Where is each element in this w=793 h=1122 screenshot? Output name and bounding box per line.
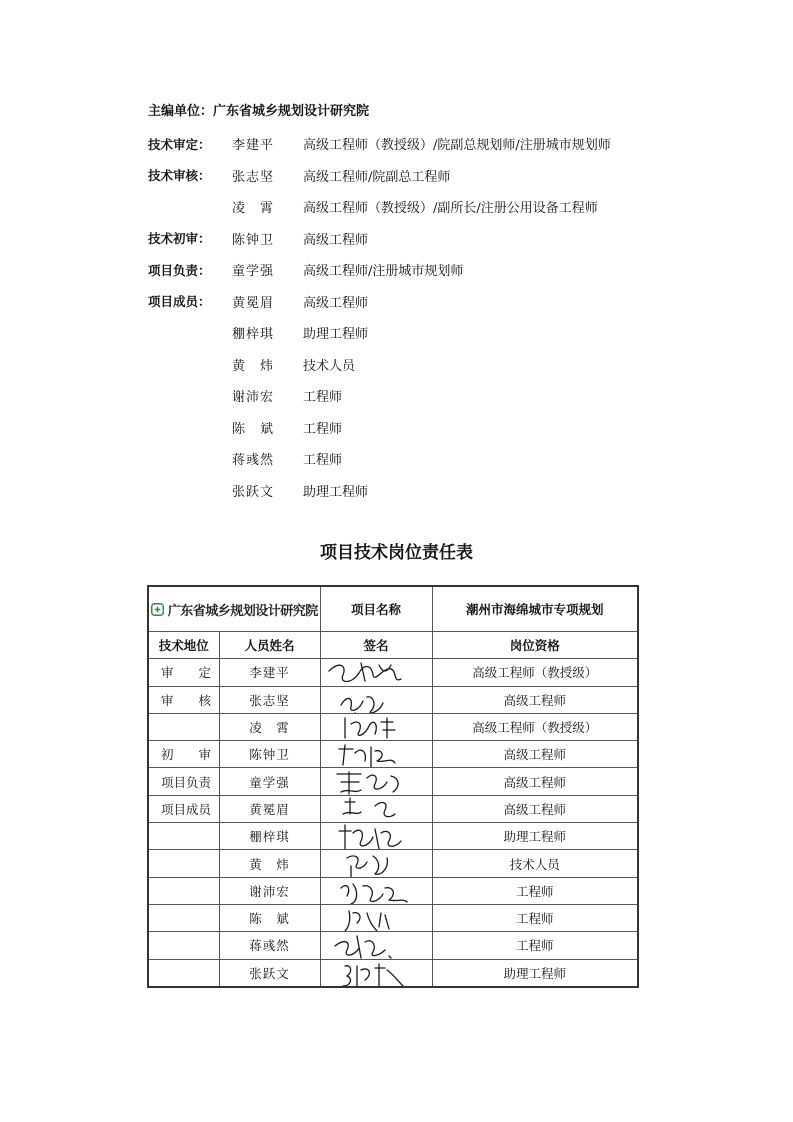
credit-person-title: 助理工程师 [303,484,369,500]
cell-qualification: 工程师 [432,904,638,931]
cell-signature [320,904,432,931]
credit-person-name: 黄冕眉 [232,295,275,311]
credit-person-title: 高级工程师/注册城市规划师 [303,264,464,280]
credit-role-label: 项目成员： [148,294,211,310]
cell-qualification: 高级工程师 [432,686,638,713]
credit-role-label: 项目负责： [148,262,211,278]
handwritten-signature [321,823,433,850]
cell-signature [320,659,432,686]
credit-person-name: 陈钟卫 [232,232,275,248]
cell-position: 初 审 [148,741,219,768]
responsibility-table [147,585,639,988]
cell-position: 项目负责 [148,768,219,795]
handwritten-signature [321,904,433,931]
cell-qualification: 高级工程师（教授级） [432,659,638,686]
cell-position [148,823,219,850]
credit-person-name: 凌 霄 [232,201,275,217]
credit-person-title: 高级工程师（教授级）/院副总规划师/注册城市规划师 [303,138,611,154]
cell-qualification: 高级工程师 [432,795,638,822]
cell-position [148,877,219,904]
cell-signature [320,959,432,987]
credit-person-title: 高级工程师 [303,232,369,248]
table-row [148,959,638,987]
table-row [148,823,638,850]
cell-person-name: 稝梓琪 [219,823,320,850]
org-logo-cell [148,586,320,632]
cell-qualification: 高级工程师（教授级） [432,713,638,740]
credit-row [148,349,708,381]
credit-person-name: 张志坚 [232,169,275,185]
handwritten-signature [321,768,433,795]
cell-signature [320,741,432,768]
cell-signature [320,877,432,904]
credit-person-title: 高级工程师（教授级）/副所长/注册公用设备工程师 [303,201,598,217]
table-column-headers [148,632,638,659]
credit-role-label: 技术审核： [148,168,211,184]
editor-label: 主编单位： [148,104,214,119]
header-name: 人员姓名 [219,632,320,659]
credit-person-name: 童学强 [232,264,275,280]
table-row [148,713,638,740]
cell-position: 项目成员 [148,795,219,822]
credit-row [148,254,708,286]
table-title: 项目技术岗位责任表 [320,543,473,563]
credit-person-title: 工程师 [303,453,343,469]
handwritten-signature [321,877,433,904]
credit-person-title: 技术人员 [303,358,356,374]
cell-person-name: 陈 斌 [219,904,320,931]
cell-qualification: 高级工程师 [432,768,638,795]
cell-position [148,713,219,740]
cell-person-name: 凌 霄 [219,713,320,740]
table-row [148,741,638,768]
cell-qualification: 助理工程师 [432,823,638,850]
cell-position [148,932,219,959]
credits-block [148,100,708,506]
handwritten-signature [321,659,433,686]
credit-row [148,443,708,475]
cell-qualification: 高级工程师 [432,741,638,768]
credit-row [148,160,708,192]
cell-signature [320,850,432,877]
project-name-value: 潮州市海绵城市专项规划 [432,586,638,632]
table-row [148,932,638,959]
table-row [148,850,638,877]
credit-person-title: 工程师 [303,390,343,406]
credit-person-name: 陈 斌 [232,421,275,437]
credit-row [148,475,708,507]
cell-person-name: 蒋彧然 [219,932,320,959]
cell-position [148,904,219,931]
credit-row [148,380,708,412]
credit-person-name: 张跃文 [232,484,275,500]
handwritten-signature [321,686,433,713]
cell-signature [320,932,432,959]
credit-row [148,191,708,223]
cell-qualification: 工程师 [432,932,638,959]
credit-person-title: 助理工程师 [303,327,369,343]
handwritten-signature [321,713,433,740]
credit-role-label: 技术初审： [148,231,211,247]
credit-person-name: 谢沛宏 [232,390,275,406]
table-row [148,768,638,795]
cell-person-name: 张跃文 [219,959,320,987]
handwritten-signature [321,795,433,822]
cell-signature [320,686,432,713]
cell-qualification: 工程师 [432,877,638,904]
cell-person-name: 张志坚 [219,686,320,713]
cell-signature [320,713,432,740]
cell-qualification: 技术人员 [432,850,638,877]
handwritten-signature [321,850,433,877]
table-row [148,659,638,686]
cell-person-name: 陈钟卫 [219,741,320,768]
editor-line [148,100,708,124]
cell-position [148,850,219,877]
cell-position: 审 核 [148,686,219,713]
handwritten-signature [321,959,433,987]
institute-logo-icon [151,603,164,616]
credit-person-name: 蒋彧然 [232,453,275,469]
cell-position [148,959,219,987]
credit-row [148,412,708,444]
handwritten-signature [321,932,433,959]
cell-person-name: 童学强 [219,768,320,795]
credit-role-label: 技术审定： [148,136,211,152]
editor-org: 广东省城乡规划设计研究院 [213,104,370,119]
table-row [148,686,638,713]
header-qualification: 岗位资格 [432,632,638,659]
table-row [148,877,638,904]
credit-person-name: 李建平 [232,138,275,154]
header-signature: 签名 [320,632,432,659]
project-name-label: 项目名称 [320,586,432,632]
cell-person-name: 谢沛宏 [219,877,320,904]
cell-person-name: 黄冕眉 [219,795,320,822]
credit-person-title: 工程师 [303,421,343,437]
cell-person-name: 李建平 [219,659,320,686]
credit-person-name: 黄 炜 [232,358,275,374]
credit-person-title: 高级工程师/院副总工程师 [303,169,451,185]
org-logo-text: 广东省城乡规划设计研究院 [167,603,318,619]
credit-person-name: 稝梓琪 [232,327,275,343]
cell-signature [320,795,432,822]
credit-row [148,223,708,255]
credit-row [148,317,708,349]
handwritten-signature [321,741,433,768]
header-position: 技术地位 [148,632,219,659]
cell-signature [320,768,432,795]
table-header-row-org [148,586,638,632]
cell-position: 审 定 [148,659,219,686]
cell-qualification: 助理工程师 [432,959,638,987]
table-row [148,904,638,931]
credit-row [148,286,708,318]
table-row [148,795,638,822]
credit-row [148,128,708,160]
credit-person-title: 高级工程师 [303,295,369,311]
cell-signature [320,823,432,850]
cell-person-name: 黄 炜 [219,850,320,877]
